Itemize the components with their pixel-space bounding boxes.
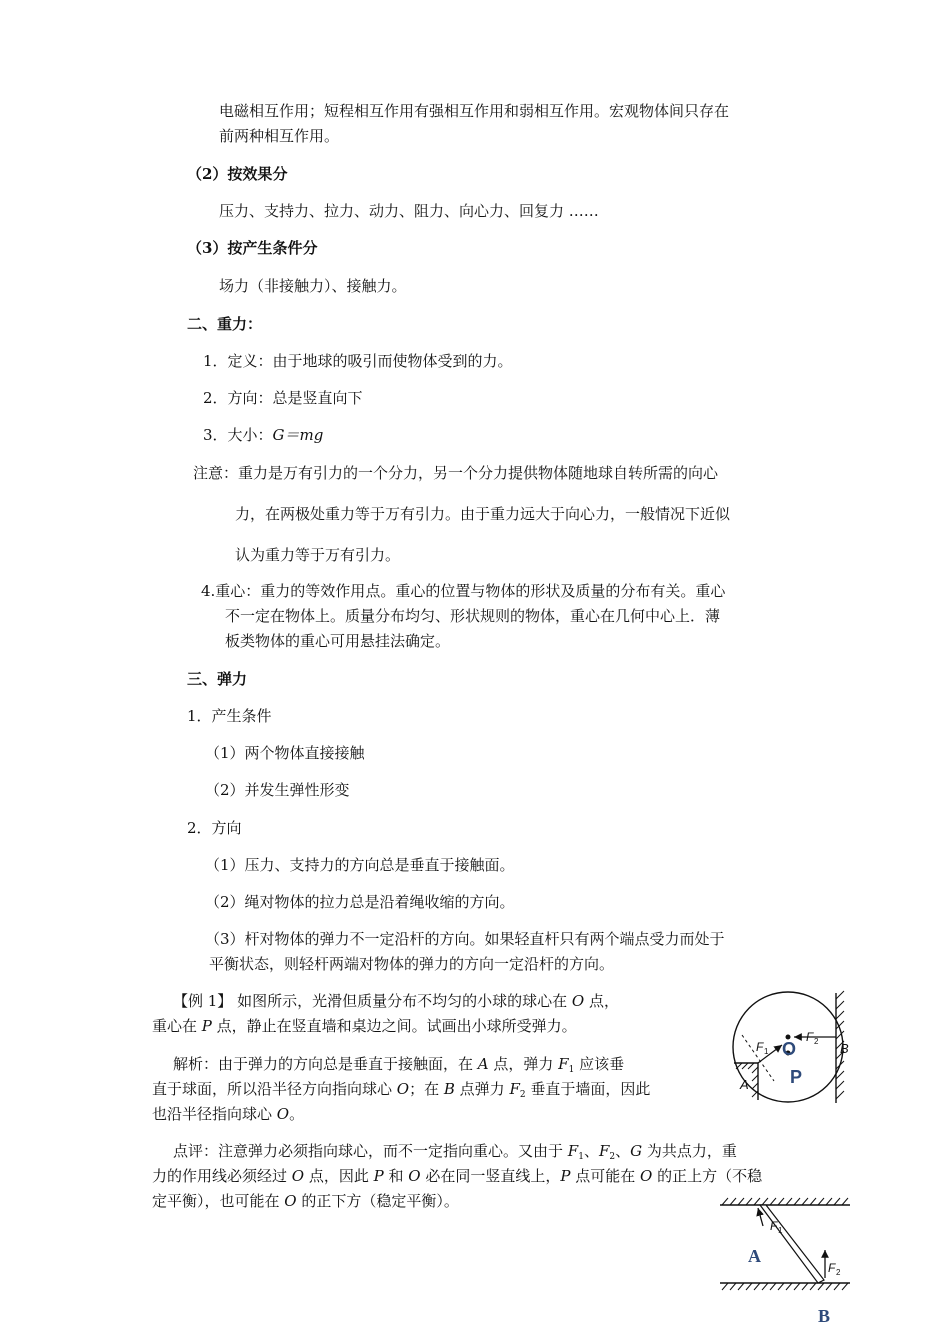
example-c2-P: P [373,1167,384,1185]
label-F2: F [828,1261,836,1275]
example-c3-text-a: 定平衡），也可能在 [152,1192,285,1210]
example-c3-text-b: 的正下方（稳定平衡）。 [296,1192,459,1210]
example-c2-text-e: 点可能在 [570,1167,641,1185]
example-comment-line-2 [152,1165,762,1187]
label-F1-sub: 1 [764,1047,769,1056]
example-c1-F2: F [598,1142,610,1160]
example-s2-text-a: 直于球面，所以沿半径方向指向球心 [152,1080,397,1098]
example-question-line-2 [152,1015,577,1037]
elastic-direction-2: （2）绳对物体的拉力总是沿着绳收缩的方向。 [205,893,515,911]
example-s1-text-b: 点，弹力 [488,1055,559,1073]
label-B: B [840,1041,849,1056]
label-F2-sub: 2 [836,1268,841,1277]
label-F1-sub: 1 [778,1226,783,1235]
example-s2-text-b: ；在 [409,1080,444,1098]
example-c1-F1: F [567,1142,579,1160]
gravity-size-prefix: 3．大小： [203,426,273,444]
example-c1-text-b: 为共点力，重 [642,1142,737,1160]
example-c1-sub2: 2 [609,1152,616,1162]
example-c3-O: O [284,1192,297,1210]
gravity-heading: 二、重力： [187,315,263,333]
center-of-gravity-line-1: 4.重心：重力的等效作用点。重心的位置与物体的形状及质量的分布有关。重心 [201,582,726,600]
example-c1-sep: 、 [583,1142,599,1160]
example-c2-P2: P [560,1167,571,1185]
example-s1-text-a: 解析：由于弹力的方向总是垂直于接触面，在 [173,1055,478,1073]
example-q1-text-b: 点， [584,992,619,1010]
intro-line-1: 电磁相互作用；短程相互作用有强相互作用和弱相互作用。宏观物体间只存在 [219,102,730,120]
example-c1-sub1: 1 [578,1152,584,1162]
example-q2-P: P [201,1017,212,1035]
label-A: A [748,1246,761,1266]
example-s3-text-a: 也沿半径指向球心 [152,1105,277,1123]
force-f1-arrow [758,1208,763,1226]
example-c2-text-f: 的正上方（不稳 [652,1167,763,1185]
elastic-condition-title: 1．产生条件 [187,707,272,725]
elastic-direction-3a: （3）杆对物体的弹力不一定沿杆的方向。如果轻直杆只有两个端点受力而处于 [205,930,725,948]
center-of-gravity-line-2: 不一定在物体上。质量分布均匀、形状规则的物体，重心在几何中心上．薄 [225,607,721,625]
example-q2-text-a: 重心在 [152,1017,202,1035]
example-c2-O3: O [640,1167,653,1185]
label-B: B [818,1306,831,1326]
example-s1-F: F [558,1055,569,1073]
example-solution-line-3 [152,1103,304,1125]
ceiling-hatch [722,1198,848,1205]
example-c1-G: G [630,1142,643,1160]
elastic-condition-2: （2）并发生弹性形变 [205,781,350,799]
label-F2: F [806,1030,814,1044]
gravity-note-line-3: 认为重力等于万有引力。 [235,546,401,564]
floor-hatch [722,1283,848,1290]
example-solution-line-1 [173,1053,624,1081]
elastic-direction-1: （1）压力、支持力的方向总是垂直于接触面。 [205,856,515,874]
rod-figure [712,1192,862,1340]
example-c2-O2: O [408,1167,421,1185]
center-of-gravity-line-3: 板类物体的重心可用悬挂法确定。 [225,632,451,650]
example-question-line-1 [173,990,619,1012]
example-s3-O: O [276,1105,290,1123]
example-c2-text-b: 点，因此 [304,1167,374,1185]
label-F1: F [756,1040,764,1054]
gravity-note-line-2: 力，在两极处重力等于万有引力。由于重力远大于向心力，一般情况下近似 [235,505,731,523]
label-O: O [782,1039,797,1059]
example-s3-text-b: 。 [289,1105,305,1123]
example-c1-text-a: 点评：注意弹力必须指向球心，而不一定指向重心。又由于 [173,1142,568,1160]
elastic-direction-3b: 平衡状态，则轻杆两端对物体的弹力的方向一定沿杆的方向。 [209,955,615,973]
elastic-direction-title: 2．方向 [187,819,242,837]
example-s2-text-d: 垂直于墙面，因此 [525,1080,651,1098]
example-s2-B: B [443,1080,455,1098]
by-effect-text: 压力、支持力、拉力、动力、阻力、向心力、回复力 …… [219,202,599,220]
example-c2-text-c: 和 [383,1167,409,1185]
gravity-direction: 2．方向：总是竖直向下 [203,389,363,407]
example-q2-text-b: 点，静止在竖直墙和桌边之间。试画出小球所受弹力。 [211,1017,577,1035]
example-s2-F: F [509,1080,520,1098]
example-s1-text-c: 应该垂 [574,1055,625,1073]
example-c2-O: O [291,1167,305,1185]
example-c1-sep2: 、 [615,1142,631,1160]
by-condition-heading: （3）按产生条件分 [187,239,318,257]
intro-line-2: 前两种相互作用。 [219,127,340,145]
example-tag: 【例 1】 [173,992,233,1010]
ball-wall-figure [720,985,865,1110]
example-q1-text-a: 如图所示，光滑但质量分布不均匀的小球的球心在 [232,992,572,1010]
elastic-condition-1: （1）两个物体直接接触 [205,744,365,762]
example-s2-sub: 2 [519,1090,526,1100]
gravity-definition: 1．定义：由于地球的吸引而使物体受到的力。 [203,352,513,370]
example-solution-line-2 [152,1078,650,1106]
example-comment-line-1 [173,1140,737,1168]
label-P: P [790,1067,803,1087]
gravity-note-line-1: 注意：重力是万有引力的一个分力，另一个分力提供物体随地球自转所需的向心 [193,464,719,482]
example-c2-text-d: 必在同一竖直线上， [420,1167,561,1185]
example-s1-A: A [477,1055,489,1073]
label-F2-sub: 2 [814,1037,819,1046]
by-effect-heading: （2）按效果分 [187,165,288,183]
example-s2-O: O [396,1080,410,1098]
label-F1: F [770,1219,778,1233]
gravity-size [203,424,323,446]
example-s2-text-c: 点弹力 [454,1080,510,1098]
example-q1-O: O [571,992,585,1010]
example-comment-line-3 [152,1190,459,1212]
gravity-formula: G＝mg [272,426,324,444]
example-s1-sub: 1 [568,1065,575,1075]
label-A: A [740,1077,749,1092]
elastic-heading: 三、弹力 [187,670,248,688]
rod [760,1205,824,1283]
by-condition-text: 场力（非接触力）、接触力。 [219,277,407,295]
example-c2-text-a: 力的作用线必须经过 [152,1167,292,1185]
